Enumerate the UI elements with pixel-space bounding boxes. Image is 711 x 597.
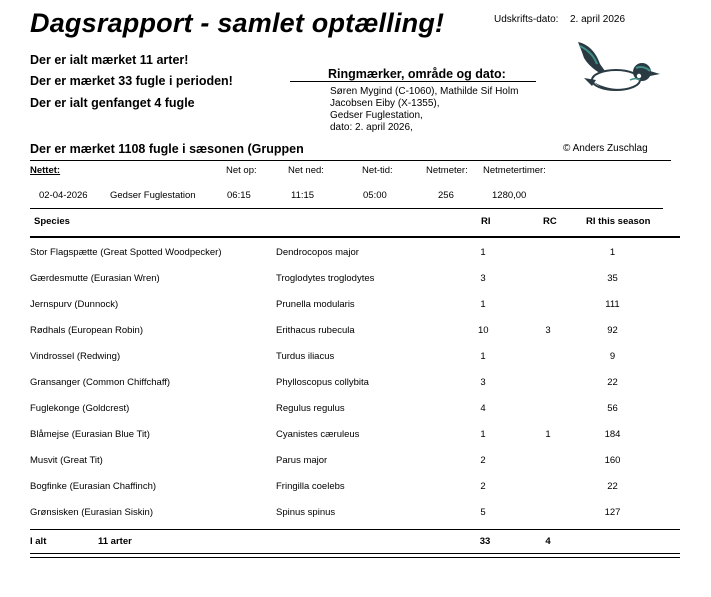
col-header-species: Species: [34, 216, 70, 227]
ringer-line: dato: 2. april 2026,: [330, 122, 413, 133]
net-meters-header: Netmeter:: [426, 165, 468, 176]
net-time-value: 05:00: [363, 190, 387, 201]
divider-season: [30, 160, 671, 161]
ri-season-value: 9: [609, 351, 616, 362]
species-name: Bogfinke (Eurasian Chaffinch): [30, 481, 157, 492]
summary-recaptured: Der er ialt genfanget 4 fugle: [30, 96, 195, 110]
latin-name: Spinus spinus: [276, 507, 336, 518]
ri-season-value: 35: [607, 273, 618, 284]
print-date-value: 2. april 2026: [570, 14, 626, 25]
summary-marked: Der er mærket 33 fugle i perioden!: [30, 74, 233, 88]
species-name: Rødhals (European Robin): [30, 325, 144, 336]
col-header-rc: RC: [543, 216, 557, 227]
ri-value: 3: [480, 377, 486, 388]
latin-name: Troglodytes troglodytes: [276, 273, 375, 284]
ri-value: 2: [480, 481, 486, 492]
ringer-line: Gedser Fuglestation,: [330, 110, 423, 121]
col-header-ri: RI: [481, 216, 491, 227]
ringer-line: Jacobsen Eiby (X-1355),: [330, 98, 440, 109]
latin-name: Fringilla coelebs: [276, 481, 345, 492]
table-row: [30, 347, 680, 367]
net-place: Gedser Fuglestation: [110, 190, 196, 201]
net-meterhours-header: Netmetertimer:: [483, 165, 546, 176]
species-name: Gærdesmutte (Eurasian Wren): [30, 273, 160, 284]
ri-value: 1: [480, 247, 486, 258]
species-name: Fuglekonge (Goldcrest): [30, 403, 130, 414]
net-open-header: Net op:: [226, 165, 257, 176]
species-name: Musvit (Great Tit): [30, 455, 103, 466]
ri-value: 3: [480, 273, 486, 284]
net-meters-value: 256: [438, 190, 454, 201]
divider-total-bottom-2: [30, 557, 680, 558]
net-time-header: Net-tid:: [362, 165, 393, 176]
ri-value: 1: [480, 429, 486, 440]
bird-logo-icon: [570, 38, 662, 102]
col-header-ri-season: RI this season: [586, 216, 651, 227]
divider-table-header: [30, 236, 680, 238]
ri-season-value: 184: [604, 429, 621, 440]
net-meterhours-value: 1280,00: [492, 190, 527, 201]
latin-name: Prunella modularis: [276, 299, 355, 310]
ri-value: 5: [480, 507, 486, 518]
ri-season-value: 92: [607, 325, 618, 336]
table-row: [30, 451, 680, 471]
net-date: 02-04-2026: [39, 190, 88, 201]
table-row: [30, 503, 680, 523]
table-row: [30, 425, 680, 445]
ri-season-value: 1: [609, 247, 616, 258]
ri-value: 10: [478, 325, 489, 336]
ri-value: 1: [480, 299, 486, 310]
species-name: Stor Flagspætte (Great Spotted Woodpecker): [30, 247, 222, 258]
total-ri: 33: [479, 536, 491, 547]
ri-season-value: 111: [605, 299, 620, 310]
table-row: [30, 269, 680, 289]
ringer-line: Søren Mygind (C-1060), Mathilde Sif Holm: [330, 86, 519, 97]
ri-season-value: 160: [604, 455, 621, 466]
table-row: [30, 399, 680, 419]
ringers-divider: [290, 81, 536, 82]
season-summary: Der er mærket 1108 fugle i sæsonen (Gruppen: [30, 142, 304, 156]
summary-species: Der er ialt mærket 11 arter!: [30, 53, 189, 67]
copyright: © Anders Zuschlag: [563, 143, 648, 154]
table-row: [30, 321, 680, 341]
divider-net: [30, 208, 663, 209]
print-date-label: Udskrifts-dato:: [494, 14, 559, 25]
species-name: Blåmejse (Eurasian Blue Tit): [30, 429, 150, 440]
table-row: [30, 295, 680, 315]
species-name: Gransanger (Common Chiffchaff): [30, 377, 171, 388]
ri-season-value: 22: [607, 481, 618, 492]
latin-name: Phylloscopus collybita: [276, 377, 369, 388]
latin-name: Regulus regulus: [276, 403, 345, 414]
ri-season-value: 22: [607, 377, 618, 388]
table-row: [30, 477, 680, 497]
ri-season-value: 127: [604, 507, 621, 518]
latin-name: Erithacus rubecula: [276, 325, 355, 336]
total-rc: 4: [545, 536, 551, 547]
ringers-list: [330, 86, 518, 134]
rc-value: 3: [545, 325, 551, 336]
net-label: Nettet:: [30, 165, 61, 176]
divider-total-bottom-1: [30, 553, 680, 554]
species-name: Vindrossel (Redwing): [30, 351, 121, 362]
table-row: [30, 243, 680, 263]
ri-value: 1: [480, 351, 486, 362]
ringers-title: Ringmærker, område og dato:: [328, 67, 506, 81]
table-row: [30, 373, 680, 393]
latin-name: Turdus iliacus: [276, 351, 335, 362]
species-name: Grønsisken (Eurasian Siskin): [30, 507, 154, 518]
net-close-header: Net ned:: [288, 165, 324, 176]
total-label: I alt: [30, 536, 47, 547]
ri-season-value: 56: [607, 403, 618, 414]
ri-value: 2: [480, 455, 486, 466]
latin-name: Cyanistes cæruleus: [276, 429, 360, 440]
species-name: Jernspurv (Dunnock): [30, 299, 119, 310]
divider-total-top: [30, 529, 680, 530]
rc-value: 1: [545, 429, 551, 440]
latin-name: Parus major: [276, 455, 328, 466]
latin-name: Dendrocopos major: [276, 247, 359, 258]
page-title: Dagsrapport - samlet optælling!: [30, 8, 445, 38]
net-close-value: 11:15: [291, 190, 315, 201]
ri-value: 4: [480, 403, 486, 414]
total-species-count: 11 arter: [98, 536, 132, 547]
net-open-value: 06:15: [227, 190, 251, 201]
